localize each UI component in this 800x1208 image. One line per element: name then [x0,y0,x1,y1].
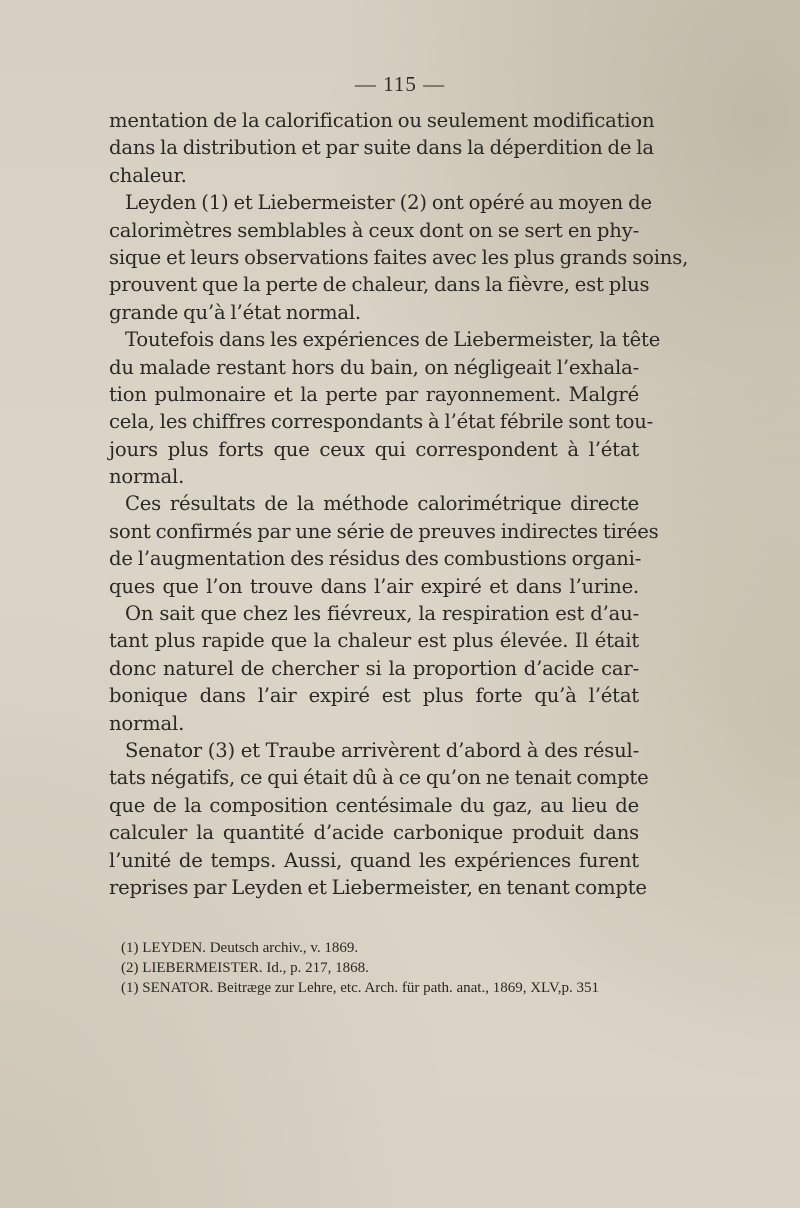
text-line: dans la distribution et par suite dans la déperdition de la [109,136,654,160]
text-line: tion pulmonaire et la perte par rayonnement. Malgré [109,382,639,406]
footnote: (2) LIEBERMEISTER. Id., p. 217, 1868. [121,960,369,976]
text-line: Leyden (1) et Liebermeister (2) ont opéré au moyen de [125,191,652,215]
text-line: On sait que chez les fiévreux, la respiration est d’au- [125,602,639,626]
text-line: l’unité de temps. Aussi, quand les expériences furent [109,848,639,872]
text-line: calorimètres semblables à ceux dont on se sert en phy- [109,218,639,242]
text-line: Toutefois dans les expériences de Liebermeister, la tête [125,328,661,352]
footnote: (1) LEYDEN. Deutsch archiv., v. 1869. [121,940,359,956]
text-line: cela, les chiffres correspondants à l’état fébrile sont tou- [109,410,654,434]
text-line: sique et leurs observations faites avec les plus grands soins, [109,245,689,269]
text-line: tats négatifs, ce qui était dû à ce qu’on ne tenait compte [109,766,649,790]
footnotes [121,938,661,998]
text-line: donc naturel de chercher si la proportion d’acide car- [109,656,639,680]
footnote: (1) SENATOR. Beitræge zur Lehre, etc. Arch. für path. anat., 1869, XLV,p. 351 [121,980,599,996]
body-text [109,107,689,901]
text-line: que de la composition centésimale du gaz, au lieu de [109,793,639,817]
text-line: chaleur. [109,163,187,187]
text-line: normal. [109,465,185,489]
text-line: grande qu’à l’état normal. [109,300,361,324]
page-number: — 115 — [354,72,446,96]
text-line: Senator (3) et Traube arrivèrent d’abord à des résul- [125,738,639,762]
text-line: du malade restant hors du bain, on négligeait l’exhala- [109,355,639,379]
text-line: normal. [109,711,185,735]
text-line: sont confirmés par une série de preuves indirectes tirées [109,519,659,543]
text-line: bonique dans l’air expiré est plus forte qu’à l’état [109,684,639,708]
text-line: tant plus rapide que la chaleur est plus élevée. Il était [109,629,639,653]
text-line: de l’augmentation des résidus des combustions organi- [109,547,642,571]
text-line: prouvent que la perte de chaleur, dans la fièvre, est plus [109,273,650,297]
text-line: jours plus forts que ceux qui correspondent à l’état [109,437,639,461]
text-line: calculer la quantité d’acide carbonique produit dans [109,821,639,845]
text-line: Ces résultats de la méthode calorimétrique directe [125,492,639,516]
text-line: ques que l’on trouve dans l’air expiré et dans l’urine. [109,574,639,598]
text-line: reprises par Leyden et Liebermeister, en tenant compte [109,875,647,899]
text-line: mentation de la calorification ou seulement modification [109,109,655,132]
